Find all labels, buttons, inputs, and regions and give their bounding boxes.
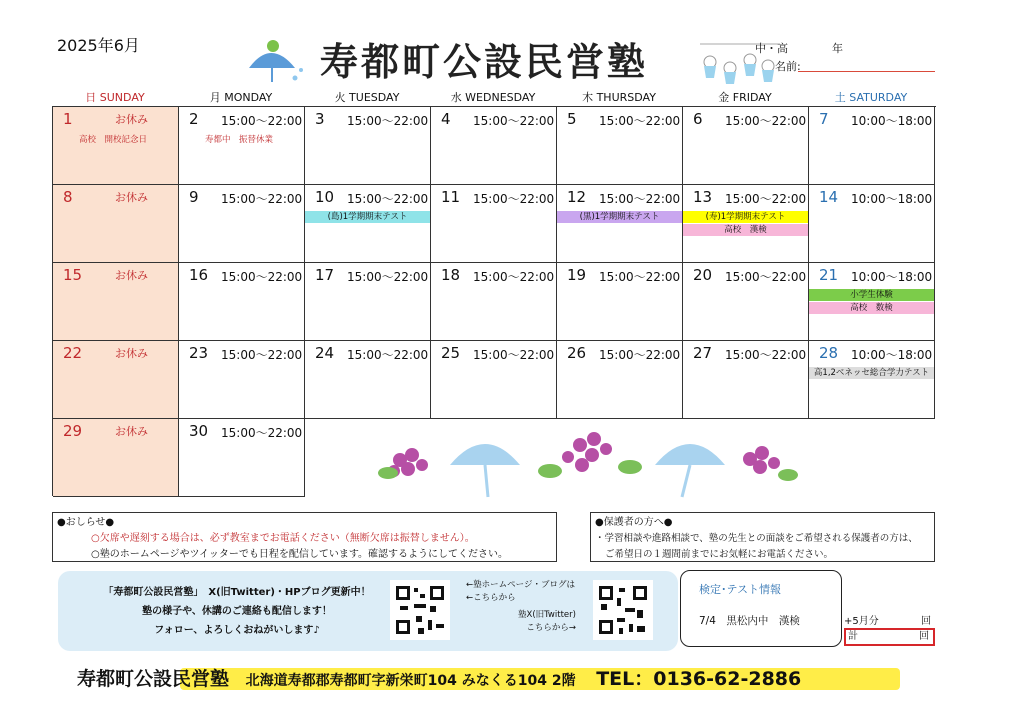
open-hours: 10:00～18:00: [851, 192, 933, 206]
tally-row1-label: +5月分: [844, 616, 879, 627]
open-hours: 15:00～22:00: [599, 270, 681, 284]
open-hours: 10:00～18:00: [851, 114, 933, 128]
event-tag: 小学生体験: [809, 289, 934, 301]
calendar-day-cell: [431, 263, 557, 341]
day-number: 21: [819, 266, 839, 284]
calendar-day-cell: [809, 341, 935, 419]
day-number: 5: [567, 110, 577, 128]
attendance-tally: [844, 612, 935, 646]
event-tag: (寿)1学期期末テスト: [683, 211, 808, 223]
closed-label: お休み: [115, 269, 148, 282]
day-number: 25: [441, 344, 461, 362]
tally-row2-unit: 回: [919, 631, 929, 642]
day-number: 16: [189, 266, 209, 284]
open-hours: 15:00～22:00: [347, 348, 429, 362]
event-tag: (黒)1学期期末テスト: [557, 211, 682, 223]
open-hours: 15:00～22:00: [599, 114, 681, 128]
day-number: 12: [567, 188, 587, 206]
weekday-header-4: 木 THURSDAY: [582, 91, 656, 104]
school-title: [320, 38, 648, 86]
calendar-day-cell: [179, 185, 305, 263]
event-note: 寿都中 振替休業: [205, 135, 274, 145]
calendar-day-cell: [305, 341, 431, 419]
calendar-day-cell: [557, 341, 683, 419]
weekday-header-3: 水 WEDNESDAY: [450, 91, 536, 104]
x-label-1: 塾X(旧Twitter): [518, 610, 576, 620]
open-hours: 15:00～22:00: [473, 114, 555, 128]
day-number: 15: [63, 266, 83, 284]
closed-label: お休み: [115, 113, 148, 126]
day-number: 17: [315, 266, 335, 284]
promo-line-2: 塾の様子や、休講のご連絡も配信します！: [142, 606, 332, 617]
umbrella-frog-icon: [245, 38, 305, 84]
calendar-day-cell: [53, 107, 179, 185]
weekday-header-0: 日 SUNDAY: [85, 91, 145, 104]
calendar-day-cell: [683, 341, 809, 419]
open-hours: 15:00～22:00: [347, 192, 429, 206]
guardian-line-2: ご希望日の１週間前までにお気軽にお電話ください。: [605, 549, 834, 560]
closed-label: お休み: [115, 191, 148, 204]
x-label-2: こちらから→: [526, 623, 576, 633]
calendar-day-cell: [557, 263, 683, 341]
event-tag: 高校 数検: [809, 302, 934, 314]
day-number: 4: [441, 110, 451, 128]
homepage-qr-code[interactable]: [390, 580, 450, 640]
open-hours: 15:00～22:00: [221, 114, 303, 128]
day-number: 19: [567, 266, 587, 284]
exam-info-box: [680, 570, 842, 647]
promo-line-3: フォロー、よろしくおねがいします♪: [154, 625, 320, 636]
event-tag: 高1,2ベネッセ総合学力テスト: [809, 367, 934, 379]
tally-row2-label: 計: [848, 631, 858, 642]
guardian-heading: ●保護者の方へ●: [595, 517, 673, 528]
day-number: 7: [819, 110, 829, 128]
hp-label-1: ←塾ホームページ・ブログは: [466, 580, 575, 590]
sns-promo-panel: [58, 571, 678, 651]
calendar-day-cell: [179, 341, 305, 419]
day-number: 13: [693, 188, 713, 206]
calendar-day-cell: [53, 341, 179, 419]
weekday-header-2: 火 TUESDAY: [334, 91, 400, 104]
day-number: 24: [315, 344, 335, 362]
school-title-text: 寿都町公設民営塾: [320, 40, 649, 84]
calendar-day-cell: [179, 263, 305, 341]
open-hours: 15:00～22:00: [473, 270, 555, 284]
day-number: 20: [693, 266, 713, 284]
calendar-day-cell: [431, 185, 557, 263]
day-number: 11: [441, 188, 461, 206]
open-hours: 15:00～22:00: [725, 114, 807, 128]
calendar-day-cell: [683, 107, 809, 185]
calendar-day-cell: [53, 419, 179, 497]
open-hours: 15:00～22:00: [347, 114, 429, 128]
notice-box: [52, 512, 557, 562]
x-qr-code[interactable]: [593, 580, 653, 640]
footer-name: 寿都町公設民営塾: [77, 668, 230, 690]
day-number: 18: [441, 266, 461, 284]
promo-line-1: 「寿都町公設民営塾」 X(旧Twitter)・HPブログ更新中！: [103, 587, 371, 598]
calendar-day-cell: [305, 107, 431, 185]
day-number: 27: [693, 344, 713, 362]
open-hours: 15:00～22:00: [473, 348, 555, 362]
open-hours: 15:00～22:00: [221, 348, 303, 362]
open-hours: 15:00～22:00: [221, 426, 303, 440]
event-note: 高校 開校記念日: [79, 135, 148, 145]
open-hours: 10:00～18:00: [851, 270, 933, 284]
calendar-day-cell: [179, 107, 305, 185]
calendar-day-cell: [179, 419, 305, 497]
open-hours: 15:00～22:00: [221, 192, 303, 206]
event-tag: (島)1学期期末テスト: [305, 211, 430, 223]
open-hours: 15:00～22:00: [725, 348, 807, 362]
calendar-day-cell: [809, 263, 935, 341]
day-number: 26: [567, 344, 587, 362]
guardian-line-1: ・学習相談や進路相談で、塾の先生との面談をご希望される保護者の方は、: [595, 533, 918, 544]
name-underline: [798, 71, 935, 72]
day-number: 9: [189, 188, 199, 206]
day-number: 1: [63, 110, 73, 128]
day-number: 8: [63, 188, 73, 206]
guardian-box: [590, 512, 935, 562]
notice-heading: ●おしらせ●: [57, 517, 115, 528]
day-number: 28: [819, 344, 839, 362]
day-number: 10: [315, 188, 335, 206]
open-hours: 15:00～22:00: [473, 192, 555, 206]
name-label: 名前:: [775, 60, 801, 73]
calendar-day-cell: [305, 263, 431, 341]
day-number: 23: [189, 344, 209, 362]
day-number: 3: [315, 110, 325, 128]
open-hours: 10:00～18:00: [851, 348, 933, 362]
calendar-day-cell: [557, 185, 683, 263]
exam-info-title: 検定･テスト情報: [699, 583, 782, 596]
day-number: 22: [63, 344, 83, 362]
weekday-header-6: 土 SATURDAY: [834, 91, 908, 104]
open-hours: 15:00～22:00: [599, 192, 681, 206]
open-hours: 15:00～22:00: [599, 348, 681, 362]
day-number: 6: [693, 110, 703, 128]
footer-address: 北海道寿都郡寿都町字新栄町104 みなくる104 2階: [245, 673, 576, 689]
tally-row1-unit: 回: [921, 616, 931, 627]
calendar-day-cell: [683, 263, 809, 341]
calendar-day-cell: [683, 185, 809, 263]
hp-label-2: ←こちらから: [466, 593, 516, 603]
event-tag: 高校 漢検: [683, 224, 808, 236]
calendar-day-cell: [305, 185, 431, 263]
closed-label: お休み: [115, 347, 148, 360]
calendar-day-cell: [431, 107, 557, 185]
day-number: 30: [189, 422, 209, 440]
weekday-header-5: 金 FRIDAY: [718, 91, 772, 104]
weekday-header-1: 月 MONDAY: [209, 91, 273, 104]
day-number: 14: [819, 188, 839, 206]
month-label: 2025年6月: [57, 36, 140, 55]
calendar-day-cell: [431, 341, 557, 419]
calendar-day-cell: [53, 185, 179, 263]
exam-info-item: 7/4 黒松内中 漢検: [699, 615, 800, 627]
open-hours: 15:00～22:00: [725, 270, 807, 284]
footer-tel: TEL：0136-62-2886: [596, 668, 802, 690]
day-number: 29: [63, 422, 83, 440]
calendar-day-cell: [557, 107, 683, 185]
calendar-day-cell: [809, 107, 935, 185]
calendar-day-cell: [809, 185, 935, 263]
open-hours: 15:00～22:00: [221, 270, 303, 284]
day-number: 2: [189, 110, 199, 128]
notice-line-1: ○欠席や遅刻する場合は、必ず教室までお電話ください（無断欠席は振替しません）。: [91, 533, 475, 544]
open-hours: 15:00～22:00: [725, 192, 807, 206]
footer: [77, 664, 801, 691]
qr-icon: [390, 580, 450, 640]
open-hours: 15:00～22:00: [347, 270, 429, 284]
closed-label: お休み: [115, 425, 148, 438]
grade-row: 中・高 年: [755, 42, 843, 55]
notice-line-2: ○塾のホームページやツイッターでも日程を配信しています。確認するようにしてください。: [91, 549, 509, 560]
hydrangea-umbrella-icon: [370, 425, 810, 505]
qr-icon: [593, 580, 653, 640]
calendar-day-cell: [53, 263, 179, 341]
